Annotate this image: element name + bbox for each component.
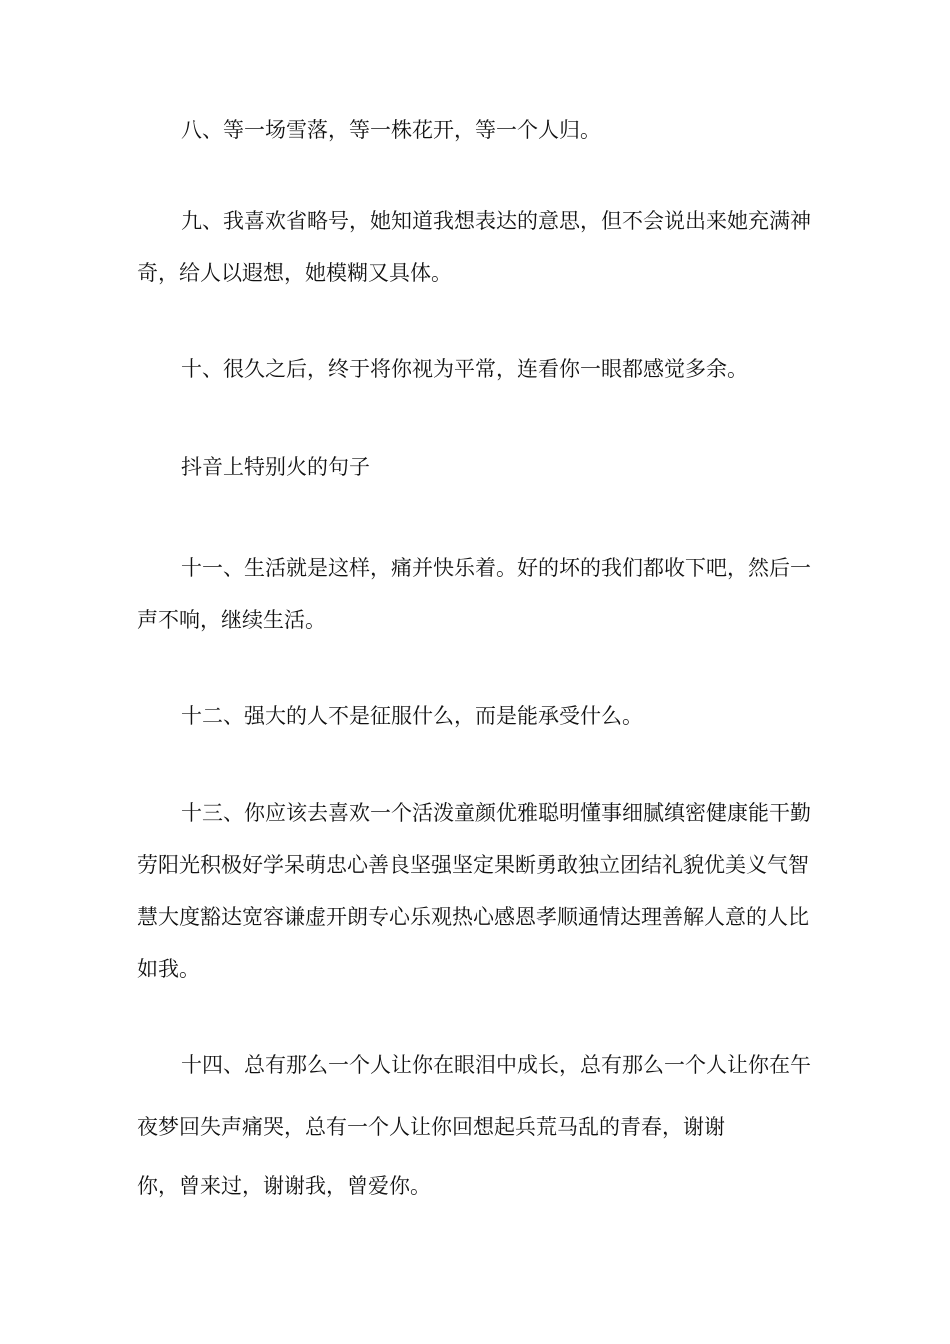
paragraph-8: 八、等一场雪落，等一株花开，等一个人归。 (181, 118, 601, 142)
paragraph-9: 九、我喜欢省略号，她知道我想表达的意思，但不会说出来她充满神奇，给人以遐想，她模糊又具体。 (137, 209, 811, 285)
paragraph-12: 十二、强大的人不是征服什么，而是能承受什么。 (181, 704, 643, 728)
paragraph-14: 十四、总有那么一个人让你在眼泪中成长，总有那么一个人让你在午夜梦回失声痛哭，总有一个人让你回想起兵荒马乱的青春，谢谢 (137, 1053, 811, 1139)
paragraph-10: 十、很久之后，终于将你视为平常，连看你一眼都感觉多余。 (181, 357, 748, 381)
paragraph-13: 十三、你应该去喜欢一个活泼童颜优雅聪明懂事细腻缜密健康能干勤劳阳光积极好学呆萌忠心善良坚强坚定果断勇敢独立团结礼貌优美义气智慧大度豁达宽容谦虚开朗专心乐观热心感恩孝顺通情达理善解人意的人比如我。 (137, 801, 811, 981)
paragraph-14-continuation: 你，曾来过，谢谢我，曾爱你。 (137, 1174, 431, 1198)
section-heading: 抖音上特别火的句子 (181, 455, 370, 479)
paragraph-11: 十一、生活就是这样，痛并快乐着。好的坏的我们都收下吧，然后一声不响，继续生活。 (137, 556, 811, 632)
